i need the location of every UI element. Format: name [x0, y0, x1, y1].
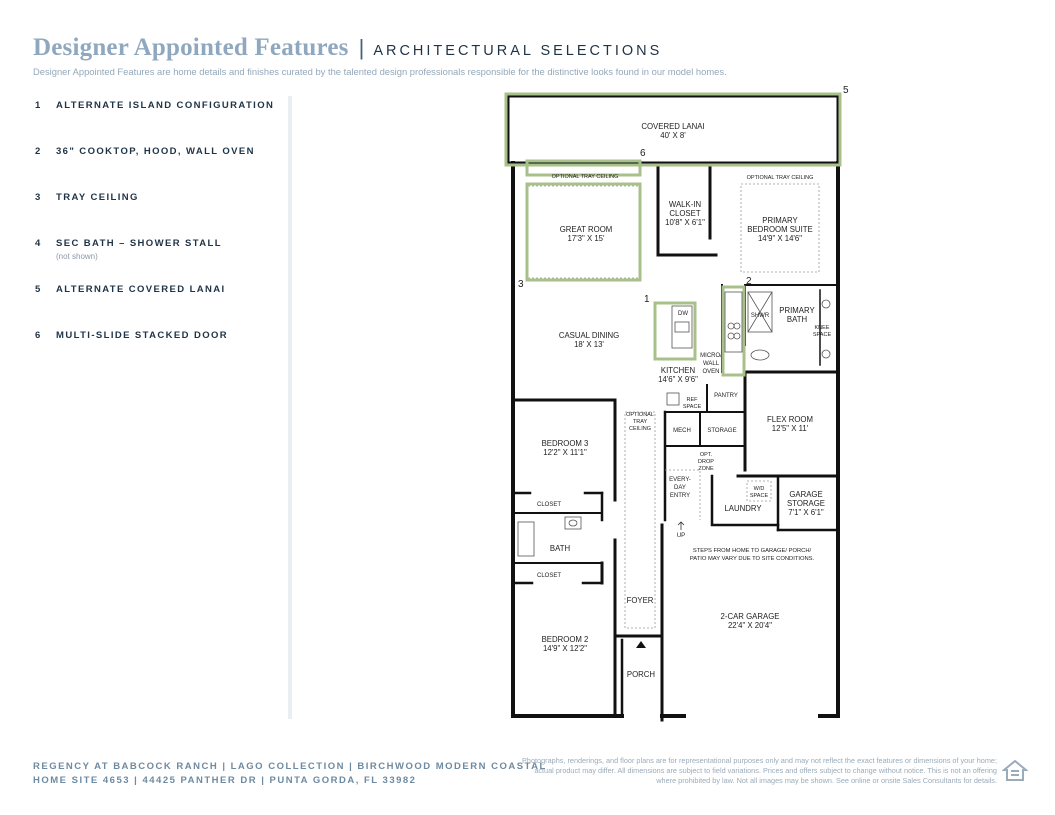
column-divider — [288, 96, 292, 719]
feature-label: 36" COOKTOP, HOOD, WALL OVEN — [56, 146, 255, 157]
footer-line-1: REGENCY AT BABCOCK RANCH | LAGO COLLECTION | BIRCHWOOD MODERN COASTAL — [33, 761, 547, 772]
label-wd-space: W/D — [753, 486, 765, 492]
room-closet: CLOSET — [536, 573, 562, 579]
marker-3: 3 — [518, 279, 524, 290]
page-header — [33, 34, 662, 62]
label-ref-space: REF — [686, 397, 698, 403]
feature-item — [35, 330, 285, 376]
opt-tray-vert: TRAY — [632, 419, 648, 425]
marker-1: 1 — [644, 294, 650, 305]
room-primary-bath: PRIMARY — [779, 306, 815, 315]
room-covered-lanai: COVERED LANAI — [641, 122, 705, 131]
room-bedroom2-dim: 14'9" X 12'2" — [542, 644, 588, 653]
room-primary-bath: BATH — [786, 315, 808, 324]
opt-tray-label: OPTIONAL TRAY CEILING — [551, 174, 619, 180]
room-garage-storage: GARAGE — [789, 490, 823, 499]
label-everyday-entry: EVERY- — [669, 477, 691, 483]
feature-number: 3 — [35, 192, 41, 203]
label-opt-drop: OPT. — [699, 452, 713, 458]
label-shwr: SHWR — [750, 313, 770, 319]
label-micro-oven: OVEN — [702, 369, 720, 375]
label-up: UP — [676, 533, 686, 539]
plan-walls — [508, 96, 838, 720]
steps-note: PATIO MAY VARY DUE TO SITE CONDITIONS. — [689, 556, 815, 562]
opt-tray-vert: CEILING — [628, 426, 652, 432]
room-bedroom2: BEDROOM 2 — [541, 635, 589, 644]
room-garage: 2-CAR GARAGE — [720, 612, 780, 621]
equal-housing-icon — [1002, 758, 1028, 784]
feature-item — [35, 146, 285, 192]
room-mech: MECH — [673, 428, 691, 434]
room-flex-dim: 12'5" X 11' — [771, 424, 809, 433]
floor-plan — [500, 82, 860, 722]
room-bath: BATH — [549, 544, 571, 553]
feature-note: (not shown) — [56, 252, 98, 261]
footer-line-2: HOME SITE 4653 | 44425 PANTHER DR | PUNTA GORDA, FL 33982 — [33, 775, 417, 786]
room-closet: CLOSET — [536, 502, 562, 508]
feature-label: ALTERNATE COVERED LANAI — [56, 284, 226, 295]
feature-number: 4 — [35, 238, 41, 249]
opt-tray-vert: OPTIONAL — [626, 412, 654, 418]
room-walkin: CLOSET — [669, 209, 701, 218]
label-opt-drop: DROP — [698, 459, 714, 465]
feature-item — [35, 284, 285, 330]
label-ref-space: SPACE — [682, 404, 702, 410]
label-micro-oven: WALL — [702, 361, 720, 367]
feature-number: 6 — [35, 330, 41, 341]
label-dw: DW — [678, 311, 688, 317]
marker-6: 6 — [640, 148, 646, 159]
room-bedroom3-dim: 12'2" X 11'1" — [543, 448, 587, 457]
feature-number: 2 — [35, 146, 41, 157]
room-garage-dim: 22'4" X 20'4" — [727, 621, 773, 630]
room-laundry: LAUNDRY — [724, 504, 762, 513]
room-storage: STORAGE — [707, 428, 737, 434]
room-covered-lanai-dim: 40' X 8' — [660, 131, 686, 140]
room-primary-suite: PRIMARY — [762, 216, 798, 225]
title-separator: | — [358, 35, 365, 60]
room-casual-dining: CASUAL DINING — [558, 331, 620, 340]
room-garage-storage-dim: 7'1" X 6'1" — [788, 508, 824, 517]
entry-arrow-icon — [636, 641, 646, 648]
up-arrow-icon — [678, 522, 684, 530]
page-title: Designer Appointed Features — [33, 34, 349, 61]
feature-item — [35, 238, 285, 284]
feature-label: SEC BATH – SHOWER STALL — [56, 238, 222, 249]
feature-number: 5 — [35, 284, 41, 295]
opt-tray-label: OPTIONAL TRAY CEILING — [746, 175, 814, 181]
room-garage-storage: STORAGE — [787, 499, 825, 508]
room-foyer: FOYER — [626, 596, 654, 605]
marker-2: 2 — [746, 276, 752, 287]
feature-list — [35, 100, 285, 376]
room-primary-suite-dim: 14'9" X 14'6" — [757, 234, 803, 243]
room-primary-suite: BEDROOM SUITE — [747, 225, 813, 234]
room-great-room: GREAT ROOM — [559, 225, 613, 234]
footer-disclaimer: Photographs, renderings, and floor plans are for representational purposes only and may not reflect the exact features or dimensions of your home; actual product may differ. All dimensions are subject to field variations. Prices and offers subject to change without notice. This is not an offering where prohibited by law. Not all images may be shown. See online or onsite Sales Consultants for details. — [522, 756, 997, 785]
label-opt-drop: ZONE — [698, 466, 714, 472]
label-wd-space: SPACE — [749, 493, 769, 499]
steps-note: STEPS FROM HOME TO GARAGE/ PORCH/ — [692, 548, 812, 554]
label-knee-space: KNEE — [814, 325, 830, 331]
feature-label: TRAY CEILING — [56, 192, 139, 203]
label-knee-space: SPACE — [812, 332, 832, 338]
room-great-room-dim: 17'3" X 15' — [567, 234, 605, 243]
room-bedroom3: BEDROOM 3 — [541, 439, 589, 448]
label-everyday-entry: ENTRY — [669, 493, 691, 499]
room-kitchen: KITCHEN — [660, 366, 696, 375]
room-flex: FLEX ROOM — [767, 415, 813, 424]
feature-item — [35, 100, 285, 146]
feature-number: 1 — [35, 100, 41, 111]
room-kitchen-dim: 14'6" X 9'6" — [658, 375, 698, 384]
room-pantry: PANTRY — [714, 393, 738, 399]
label-micro-oven: MICRO/ — [700, 353, 722, 359]
room-porch: PORCH — [626, 670, 656, 679]
feature-label: ALTERNATE ISLAND CONFIGURATION — [56, 100, 275, 111]
page-subtitle: ARCHITECTURAL SELECTIONS — [373, 43, 663, 59]
label-everyday-entry: DAY — [674, 485, 686, 491]
page-description: Designer Appointed Features are home details and finishes curated by the talented design professionals responsible for the distinctive looks found in our model homes. — [33, 66, 727, 77]
feature-label: MULTI-SLIDE STACKED DOOR — [56, 330, 229, 341]
footer-community — [33, 760, 547, 788]
room-walkin-dim: 10'8" X 6'1" — [665, 218, 705, 227]
feature-item — [35, 192, 285, 238]
room-casual-dining-dim: 18' X 13' — [574, 340, 604, 349]
marker-5: 5 — [843, 85, 849, 96]
room-walkin: WALK-IN — [668, 200, 702, 209]
